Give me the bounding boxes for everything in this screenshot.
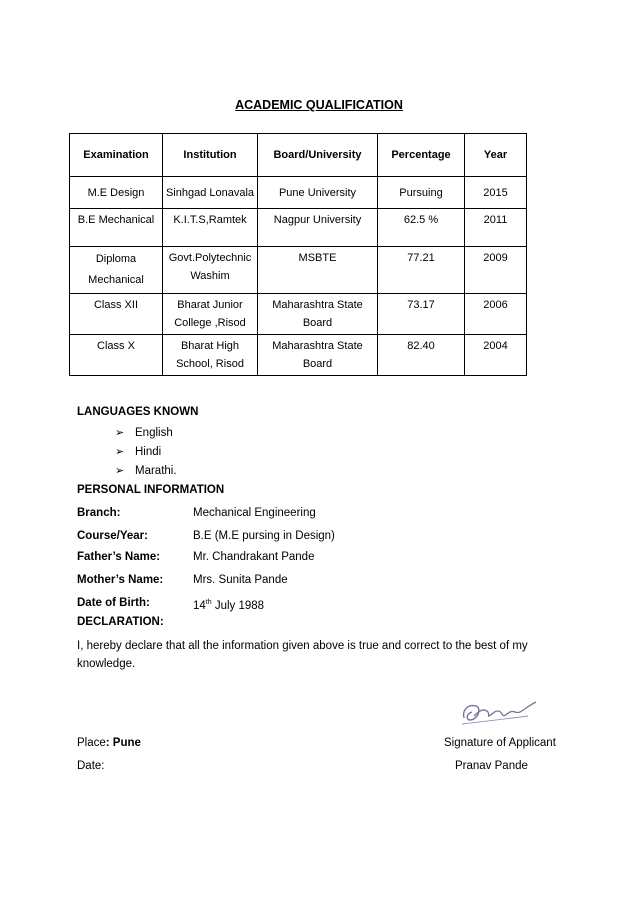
dob-day: 14 (193, 599, 206, 612)
cell-examination: Class X (70, 335, 163, 376)
list-item (115, 424, 177, 443)
arrow-bullet-icon: ➢ (115, 427, 125, 439)
branch-value: Mechanical Engineering (193, 507, 316, 519)
father-label: Father’s Name: (77, 551, 161, 563)
cell-year: 2009 (465, 247, 527, 294)
cell-year: 2004 (465, 335, 527, 376)
cell-board: Nagpur University (258, 209, 378, 247)
header-percentage: Percentage (378, 134, 465, 177)
header-institution: Institution (163, 134, 258, 177)
cell-institution: K.I.T.S,Ramtek (163, 209, 258, 247)
header-year: Year (465, 134, 527, 177)
cell-board: Maharashtra State Board (258, 294, 378, 335)
father-value: Mr. Chandrakant Pande (193, 551, 315, 563)
cell-percentage: 73.17 (378, 294, 465, 335)
place-line (77, 737, 141, 749)
personal-info-heading: PERSONAL INFORMATION (77, 484, 225, 496)
table-row (70, 294, 527, 335)
cell-examination: B.E Mechanical (70, 209, 163, 247)
dob-label: Date of Birth: (77, 597, 150, 609)
cell-institution: Govt.Polytechnic Washim (163, 247, 258, 294)
cell-board: Pune University (258, 177, 378, 209)
table-row (70, 177, 527, 209)
cell-percentage: 77.21 (378, 247, 465, 294)
arrow-bullet-icon: ➢ (115, 465, 125, 477)
place-label: Place (77, 737, 106, 749)
course-label: Course/Year: (77, 530, 148, 542)
academic-qualification-title: ACADEMIC QUALIFICATION (235, 98, 403, 112)
dob-suffix: th (205, 599, 212, 606)
cell-examination: Diploma Mechanical (70, 247, 163, 294)
language-label: English (135, 427, 173, 439)
table-row (70, 247, 527, 294)
cell-board: MSBTE (258, 247, 378, 294)
cell-percentage: 82.40 (378, 335, 465, 376)
language-label: Hindi (135, 446, 162, 458)
mother-label: Mother’s Name: (77, 574, 164, 586)
mother-value: Mrs. Sunita Pande (193, 574, 288, 586)
list-item (115, 462, 177, 481)
cell-examination: Class XII (70, 294, 163, 335)
languages-heading: LANGUAGES KNOWN (77, 406, 199, 418)
languages-list (115, 424, 177, 481)
signature-image (458, 694, 542, 730)
header-examination: Examination (70, 134, 163, 177)
table-header-row (70, 134, 527, 177)
academic-qualification-table (69, 133, 527, 376)
table-row (70, 209, 527, 247)
cell-year: 2006 (465, 294, 527, 335)
cell-percentage: Pursuing (378, 177, 465, 209)
list-item (115, 443, 177, 462)
signature-label: Signature of Applicant (444, 737, 556, 749)
dob-rest: July 1988 (211, 599, 265, 612)
header-board-university: Board/University (258, 134, 378, 177)
cell-year: 2011 (465, 209, 527, 247)
cell-examination: M.E Design (70, 177, 163, 209)
table-row (70, 335, 527, 376)
dob-value (193, 594, 264, 615)
cell-year: 2015 (465, 177, 527, 209)
place-value: : Pune (105, 737, 141, 749)
applicant-name: Pranav Pande (455, 760, 528, 772)
branch-label: Branch: (77, 507, 121, 519)
language-label: Marathi. (135, 465, 177, 477)
cell-institution: Sinhgad Lonavala (163, 177, 258, 209)
cell-percentage: 62.5 % (378, 209, 465, 247)
declaration-heading: DECLARATION: (77, 616, 164, 628)
course-value: B.E (M.E pursing in Design) (193, 530, 335, 542)
cell-institution: Bharat Junior College ,Risod (163, 294, 258, 335)
date-label: Date: (77, 760, 105, 772)
cell-board: Maharashtra State Board (258, 335, 378, 376)
arrow-bullet-icon: ➢ (115, 446, 125, 458)
declaration-text: I, hereby declare that all the information given above is true and correct to the best of my knowledge. (77, 640, 528, 670)
cell-institution: Bharat High School, Risod (163, 335, 258, 376)
